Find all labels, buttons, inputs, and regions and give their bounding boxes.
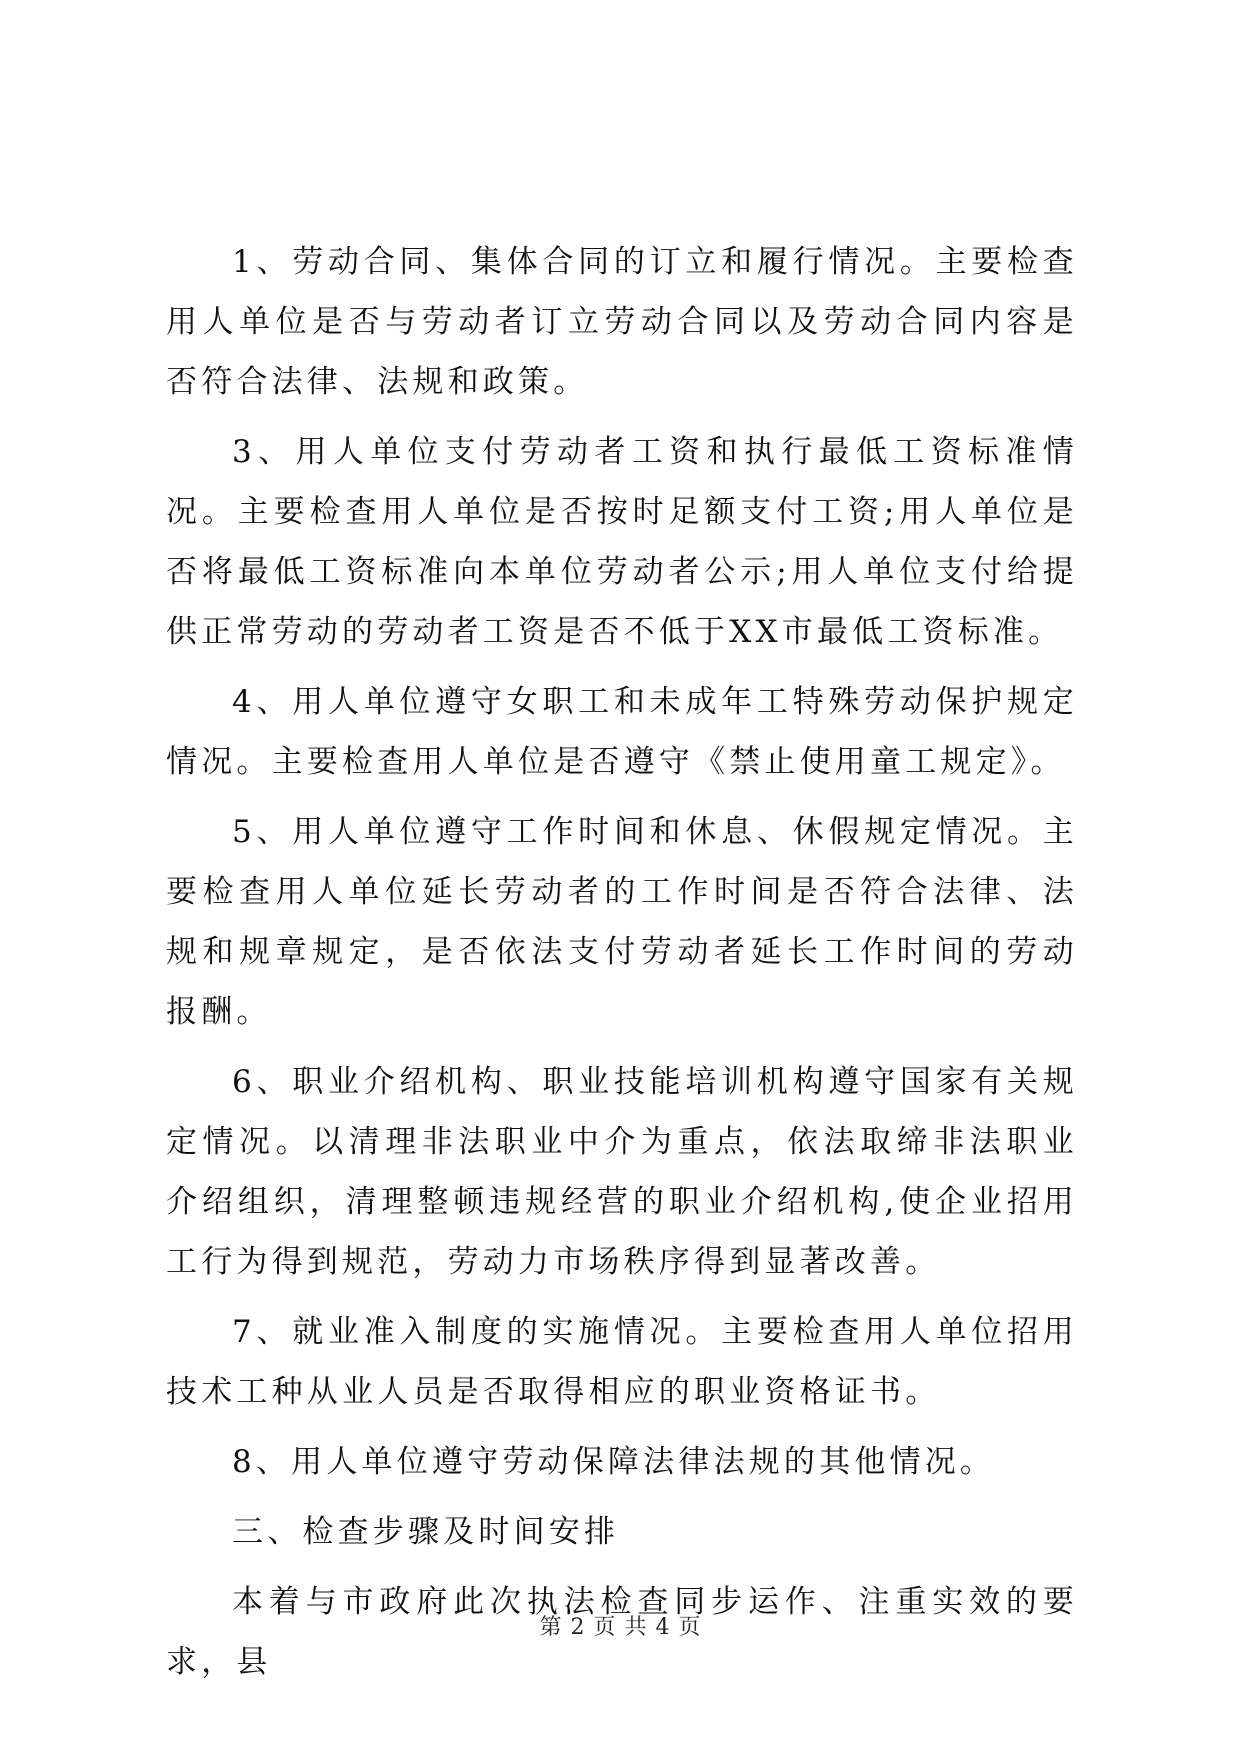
paragraph-item-3: 3、用人单位支付劳动者工资和执行最低工资标准情况。主要检查用人单位是否按时足额支付工资;用人单位是否将最低工资标准向本单位劳动者公示;用人单位支付给提供正常劳动的劳动者工资是否不低于XX市最低工资标准。 <box>166 434 1078 650</box>
paragraph-item-6: 6、职业介绍机构、职业技能培训机构遵守国家有关规定情况。以清理非法职业中介为重点，依法取缔非法职业介绍组织，清理整顿违规经营的职业介绍机构,使企业招用工行为得到规范，劳动力市场秩序得到显著改善。 <box>166 1064 1078 1280</box>
section-heading: 三、检查步骤及时间安排 <box>232 1514 620 1550</box>
paragraph-continuation: 本着与市政府此次执法检查同步运作、注重实效的要求，县 <box>166 1584 1078 1680</box>
paragraph-item-1: 1、劳动合同、集体合同的订立和履行情况。主要检查用人单位是否与劳动者订立劳动合同以及劳动合同内容是否符合法律、法规和政策。 <box>166 244 1078 400</box>
paragraph-item-4: 4、用人单位遵守女职工和未成年工特殊劳动保护规定情况。主要检查用人单位是否遵守《禁止使用童工规定》。 <box>166 684 1078 780</box>
paragraph-item-7: 7、就业准入制度的实施情况。主要检查用人单位招用技术工种从业人员是否取得相应的职业资格证书。 <box>166 1314 1078 1410</box>
document-body <box>166 232 1078 1702</box>
paragraph-item-8: 8、用人单位遵守劳动保障法律法规的其他情况。 <box>232 1444 996 1480</box>
paragraph-item-5: 5、用人单位遵守工作时间和休息、休假规定情况。主要检查用人单位延长劳动者的工作时间是否符合法律、法规和规章规定，是否依法支付劳动者延长工作时间的劳动报酬。 <box>166 814 1078 1030</box>
page-number-footer: 第 2 页 共 4 页 <box>539 1615 702 1640</box>
